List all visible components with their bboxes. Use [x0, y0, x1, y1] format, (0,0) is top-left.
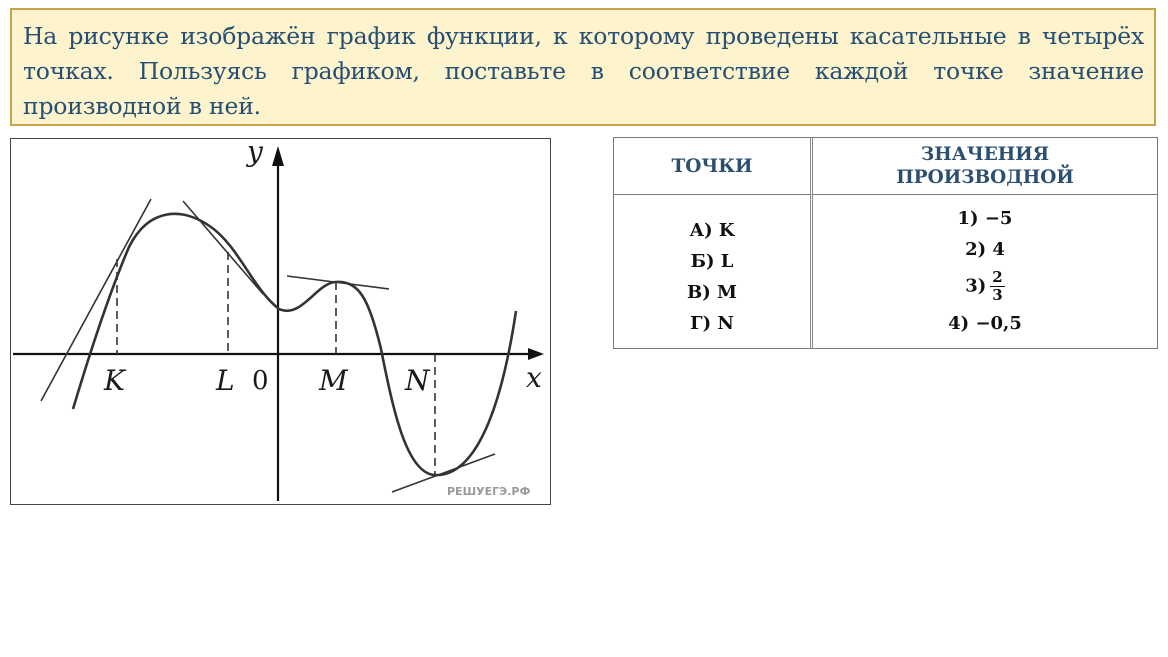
y-axis-arrow	[272, 146, 284, 166]
values-column	[813, 195, 1157, 348]
point-label-l: L	[216, 364, 235, 397]
graph-svg	[11, 139, 550, 504]
point-label-k: K	[104, 364, 125, 397]
tangent-line-m	[287, 276, 389, 289]
task-statement-box	[10, 8, 1156, 126]
point-label-n: N	[405, 364, 430, 397]
matching-table	[613, 137, 1158, 349]
value-item-1: 1) −5	[957, 208, 1013, 229]
y-axis-label: y	[247, 139, 263, 168]
function-curve	[73, 214, 516, 475]
watermark: РЕШУЕГЭ.РФ	[447, 485, 531, 498]
function-graph	[10, 138, 551, 505]
task-text: На рисунке изображён график функции, к которому проведены касательные в четырёх точках. Пользуясь графиком, поставьте в соответствие каждой точке значение производной в ней.	[23, 22, 1144, 120]
value-item-3: 3) $\frac{2}{3}$	[965, 268, 1003, 304]
fraction: $\frac{2}{3}$	[992, 268, 1003, 304]
tangent-line-l	[183, 201, 263, 294]
x-axis-label: x	[526, 361, 542, 394]
header-points: ТОЧКИ	[614, 138, 813, 195]
origin-label: 0	[252, 366, 269, 396]
value-item-2: 2) 4	[965, 239, 1005, 260]
point-label-m: M	[319, 364, 348, 397]
tangent-line-k	[41, 199, 151, 401]
x-axis-arrow	[528, 348, 544, 360]
point-item-l: Б) L	[690, 251, 734, 272]
point-item-m: В) M	[687, 282, 737, 303]
point-item-n: Г) N	[690, 313, 734, 334]
value-item-4: 4) −0,5	[948, 313, 1022, 334]
header-values: ЗНАЧЕНИЯ ПРОИЗВОДНОЙ	[813, 138, 1157, 195]
points-column	[614, 195, 813, 348]
point-item-k: А) K	[689, 220, 735, 241]
